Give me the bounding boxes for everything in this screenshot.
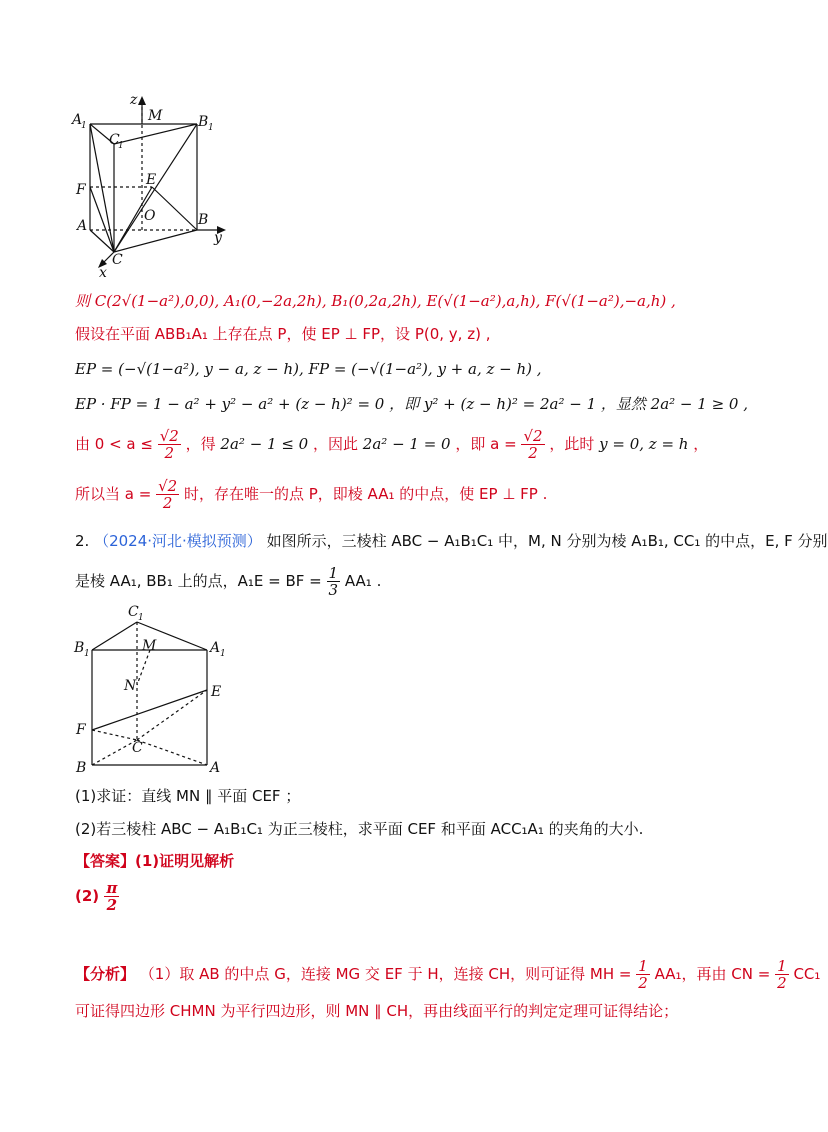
label-M: M	[148, 108, 163, 124]
assume-line: 假设在平面 ABB₁A₁ 上存在点 P，使 EP ⊥ FP，设 P(0, y, z) ,	[75, 325, 491, 343]
answer-2: (2) $\frac{\pi}{2}$	[75, 879, 118, 914]
question-1: (1)求证：直线 MN ∥ 平面 CEF ；	[75, 787, 301, 805]
label-N: N	[124, 678, 137, 694]
label-C: C	[132, 740, 143, 756]
dot-product-line: EP · FP = 1 − a² + y² − a² + (z − h)² = 0 ，即 y² + (z − h)² = 2a² − 1 ，显然 2a² − 1 ≥ 0 ,	[75, 395, 748, 413]
problem-2-stem: 2. （2024·河北·模拟预测） 如图所示，三棱柱 ABC − A₁B₁C₁ 中，M, N 分别为棱 A₁B₁, CC₁ 的中点，E, F 分别	[75, 532, 828, 550]
problem-2-stem-cont: 是棱 AA₁, BB₁ 上的点，A₁E = BF = $\frac{1}{3}$ AA₁ .	[75, 564, 382, 599]
problem-source: （2024·河北·模拟预测）	[94, 532, 262, 550]
prism-figure-2	[72, 600, 242, 780]
label-E: E	[211, 684, 222, 700]
label-B: B	[198, 212, 209, 228]
label-A1: A	[72, 112, 83, 128]
svg-text:1: 1	[208, 123, 214, 133]
label-F: F	[76, 182, 86, 198]
label-y: y	[214, 230, 222, 246]
analysis-line-2: 可证得四边形 CHMN 为平行四边形，则 MN ∥ CH，再由线面平行的判定定理可证得结论；	[75, 1002, 679, 1020]
label-E: E	[146, 172, 157, 188]
label-A: A	[210, 760, 221, 776]
question-2: (2)若三棱柱 ABC − A₁B₁C₁ 为正三棱柱，求平面 CEF 和平面 ACC₁A₁ 的夹角的大小.	[75, 820, 644, 838]
label-B1: B	[74, 640, 85, 656]
label-C: C	[112, 252, 123, 268]
label-x: x	[99, 265, 107, 281]
conclusion-line: 所以当 a = $\frac{√2}{2}$ 时，存在唯一的点 P，即棱 AA₁ 的中点，使 EP ⊥ FP .	[75, 477, 548, 512]
svg-text:1: 1	[220, 649, 226, 659]
label-M: M	[142, 638, 157, 654]
label-B: B	[76, 760, 87, 776]
answer-line: 【答案】(1)证明见解析	[75, 852, 235, 870]
label-O: O	[144, 208, 156, 224]
svg-text:1: 1	[118, 141, 124, 151]
label-C1: C	[109, 132, 120, 148]
range-line: 由 0 < a ≤ $\frac{√2}{2}$ ，得 2a² − 1 ≤ 0 ，因此 2a² − 1 = 0 ，即 a = $\frac{√2}{2}$ ，此时 y = 0, z = h ，	[75, 427, 709, 462]
svg-text:1: 1	[81, 121, 87, 131]
label-C1: C	[128, 604, 139, 620]
label-F: F	[76, 722, 86, 738]
label-A: A	[77, 218, 88, 234]
svg-text:1: 1	[138, 613, 144, 623]
prism-figure-1	[72, 92, 232, 282]
analysis-line: 【分析】 （1）取 AB 的中点 G，连接 MG 交 EF 于 H，连接 CH，则可证得 MH = $\frac{1}{2}$ AA₁，再由 CN = $\frac{1}{2}$ CC₁	[75, 957, 821, 992]
label-z: z	[130, 92, 138, 108]
svg-text:1: 1	[84, 649, 90, 659]
label-A1: A	[210, 640, 221, 656]
label-B1: B	[198, 114, 209, 130]
coords-line: 则 C(2√(1−a²),0,0), A₁(0,−2a,2h), B₁(0,2a,2h), E(√(1−a²),a,h), F(√(1−a²),−a,h) ,	[75, 292, 676, 310]
vectors-line: EP = (−√(1−a²), y − a, z − h), FP = (−√(1−a²), y + a, z − h) ,	[75, 360, 542, 378]
